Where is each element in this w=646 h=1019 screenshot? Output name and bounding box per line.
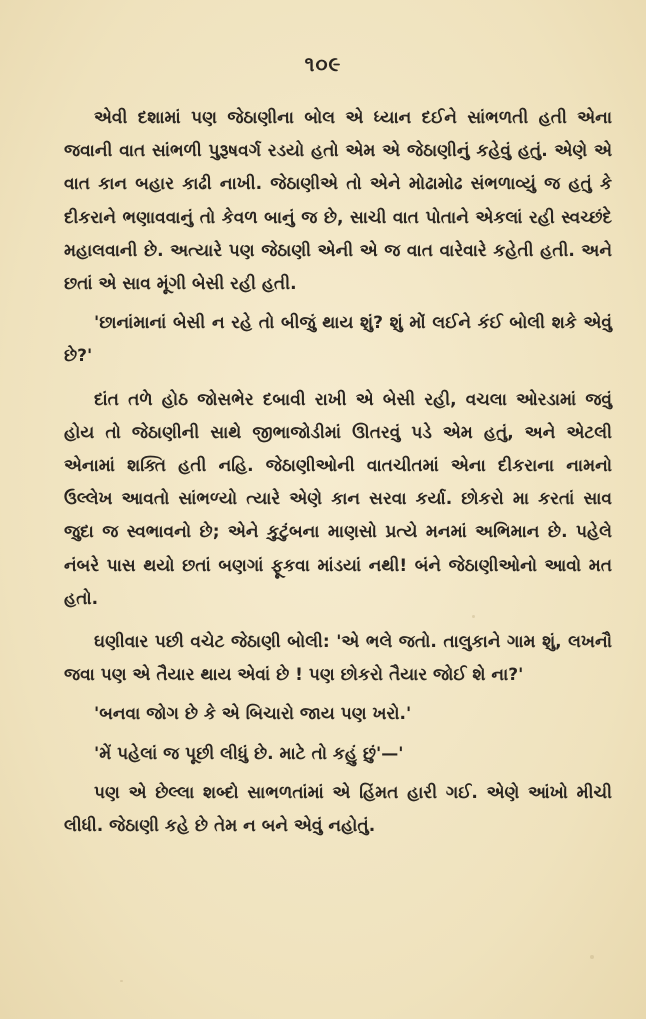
paragraph-3: દાંત તળે હોઠ જોસભેર દબાવી રાખી એ બેસી રહી, વચલા ઓરડામાં જવું હોય તો જેઠાણીની સાથે જીભાજોડીમાં ઊતરવું પડે એમ હતું, અને એટલી એનામાં શક્તિ હતી નહિ. જેઠાણીઓની વાતચીતમાં એના દીકરાના નામનો ઉલ્લેખ આવતો સાંભળ્યો ત્યારે એણે કાન સરવા કર્યા. છોકરો મા કરતાં સાવ જુદા જ સ્વભાવનો છે; એને કુટુંબના માણસો પ્રત્યે મનમાં અભિમાન છે. પહેલે નંબરે પાસ થયો છતાં બણગાં ફૂકવા માંડયાં નથી! બંને જેઠાણીઓનો આવો મત હતો.: [64, 389, 612, 609]
paragraph-4: ઘણીવાર પછી વચેટ જેઠાણી બોલી: 'એ ભલે જતો. તાલુકાને ગામ શું, લખનૌ જવા પણ એ તૈયાર થાય એવાં છે ! પણ છોકરો તૈયાર જોઈ શે ના?': [64, 632, 612, 686]
paragraph-6: 'મેં પહેલાં જ પૂછી લીધું છે. માટે તો કહું છું'—': [94, 743, 404, 764]
paragraph-2: 'છાનાંમાનાં બેસી ન રહે તો બીજું થાય શું? શું મોં લઈને કંઈ બોલી શકે એવું છે?': [64, 313, 612, 367]
body-text: [64, 102, 612, 849]
paragraph-7: પણ એ છેલ્લા શબ્દો સાભળતાંમાં એ હિંમત હારી ગઈ. એણે આંખો મીચી લીધી. જેઠાણી કહે છે તેમ ન બને એવું નહોતું.: [64, 782, 612, 837]
paper-speckle: [472, 615, 475, 618]
paper-speckle: [120, 980, 123, 982]
paragraph-5: 'બનવા જોગ છે કે એ બિચારો જાય પણ ખરો.': [94, 704, 412, 725]
paper-speckle: [590, 955, 594, 959]
page-number: ૧૦૯: [304, 52, 342, 76]
paragraph-1: એવી દશામાં પણ જેઠાણીના બોલ એ ધ્યાન દઈને સાંભળતી હતી એના જવાની વાત સાંભળી પુરૂષવર્ગ રડયો હતો એમ એ જેઠાણીનું કહેવું હતું. એણે એ વાત કાન બહાર કાઢી નાખી. જેઠાણીએ તો એને મોઢામોઢ સંભળાવ્યું જ હતું કે દીકરાને ભણાવવાનું તો કેવળ બાનું જ છે, સાચી વાત પોતાને એકલાં રહી સ્વચ્છંદે મહાલવાની છે. અત્યારે પણ જેઠાણી એની એ જ વાત વારેવારે કહેતી હતી. અને છતાં એ સાવ મૂંગી બેસી રહી હતી.: [64, 108, 612, 295]
